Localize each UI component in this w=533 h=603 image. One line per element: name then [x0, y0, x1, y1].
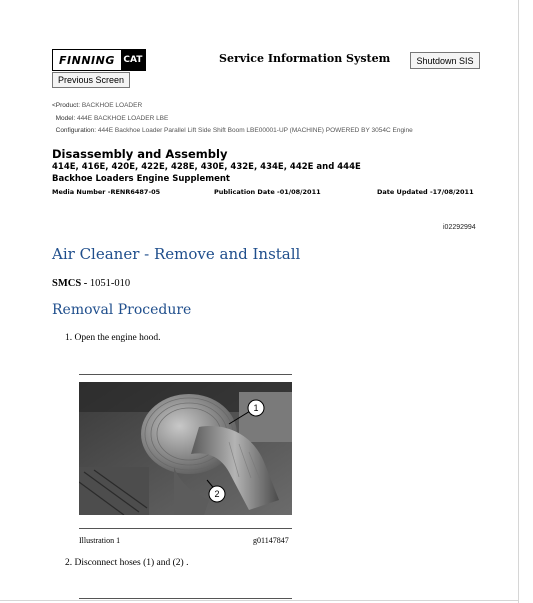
shutdown-sis-button[interactable]: Shutdown SIS	[410, 52, 480, 69]
illustration-caption: Illustration 1	[79, 536, 121, 545]
step-1: 1. Open the engine hood.	[65, 333, 161, 343]
divider	[79, 528, 292, 529]
logo-text: FINNING	[59, 53, 115, 67]
model-line	[52, 115, 168, 122]
model-value: 444E BACKHOE LOADER LBE	[76, 115, 169, 122]
step-2: 2. Disconnect hoses (1) and (2) .	[65, 558, 189, 568]
document-title: Disassembly and Assembly	[52, 147, 228, 161]
product-label: <Product:	[52, 102, 81, 109]
cat-badge: CAT	[121, 50, 145, 70]
media-number: Media Number -RENR6487-05	[52, 188, 161, 196]
document-models: 414E, 416E, 420E, 422E, 428E, 430E, 432E, 434E, 442E and 444E	[52, 162, 361, 172]
section-title: Air Cleaner - Remove and Install	[52, 245, 301, 263]
document-id: i02292994	[443, 224, 476, 231]
model-label: Model:	[55, 115, 76, 122]
configuration-line	[52, 127, 413, 134]
previous-screen-button[interactable]: Previous Screen	[52, 72, 130, 88]
product-value: BACKHOE LOADER	[81, 102, 143, 109]
date-updated: Date Updated -17/08/2011	[377, 188, 474, 196]
divider	[79, 598, 292, 599]
product-line	[52, 102, 142, 109]
removal-procedure-heading: Removal Procedure	[52, 302, 192, 318]
config-value: 444E Backhoe Loader Parallel Lift Side Shift Boom LBE00001-UP (MACHINE) POWERED BY 3054C Engine	[97, 127, 413, 134]
smcs-code	[52, 278, 130, 289]
page-border	[518, 0, 519, 603]
callout-1-label: 1	[253, 403, 259, 413]
divider	[79, 374, 292, 375]
config-label: Configuration:	[55, 127, 97, 134]
document-subtitle: Backhoe Loaders Engine Supplement	[52, 174, 230, 184]
smcs-label: SMCS -	[52, 278, 90, 289]
finning-cat-logo	[52, 49, 146, 71]
air-cleaner-illustration	[79, 382, 292, 515]
smcs-value: 1051-010	[89, 278, 131, 289]
illustration-id: g01147847	[253, 536, 289, 545]
publication-date: Publication Date -01/08/2011	[214, 188, 321, 196]
page-title: Service Information System	[219, 52, 391, 65]
callout-2-label: 2	[214, 489, 220, 499]
page-border	[0, 600, 519, 601]
